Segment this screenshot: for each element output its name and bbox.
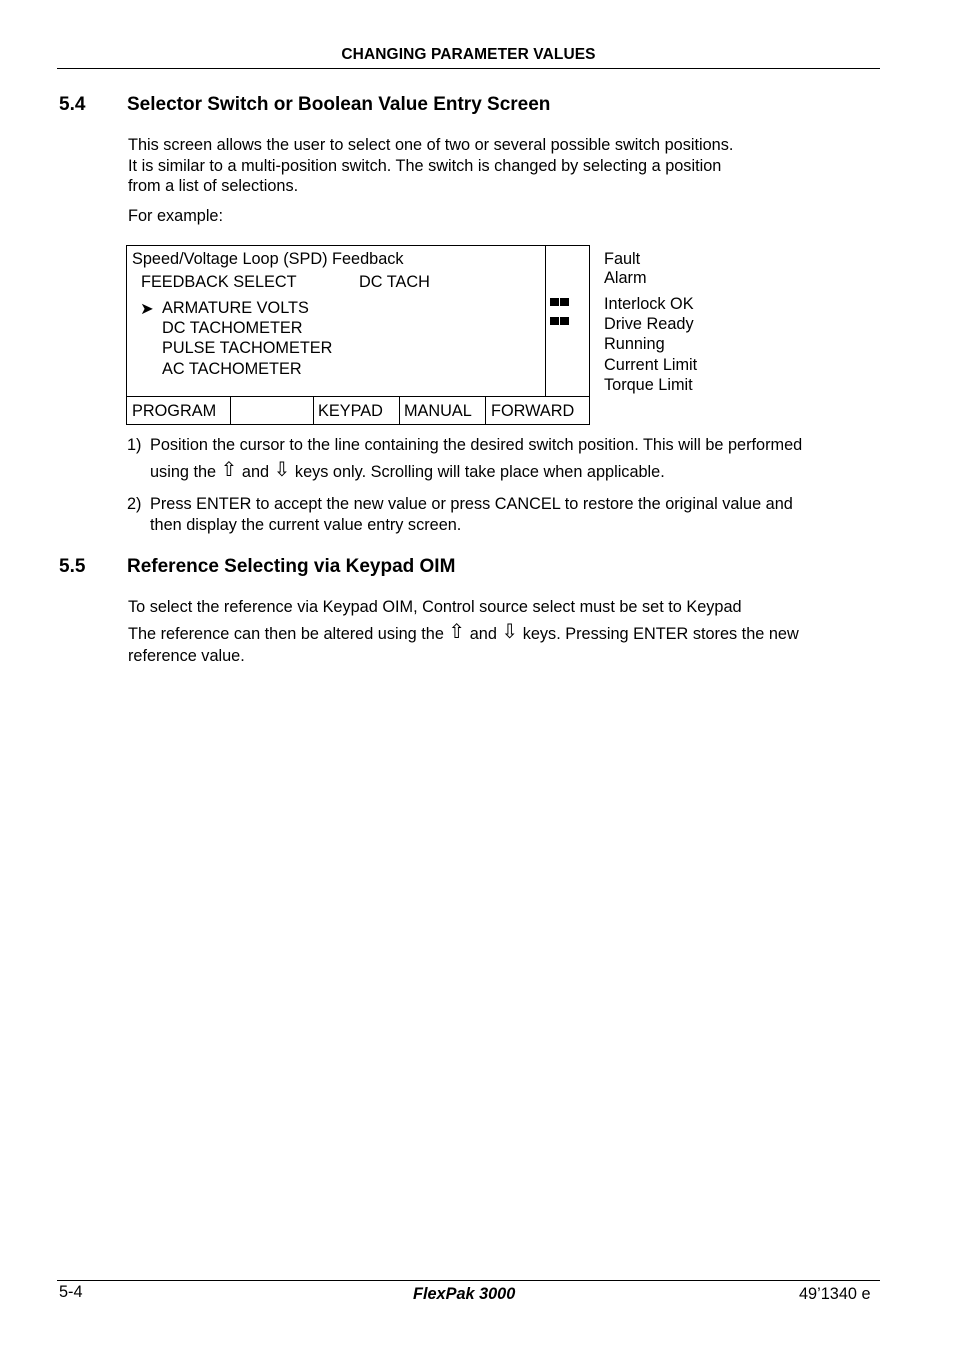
softkey-divider [230,396,231,424]
step-number: 2) [127,495,142,513]
option-armature-volts: ARMATURE VOLTS [162,299,309,317]
step-1 [127,435,887,485]
softkey-divider [313,396,314,424]
step-2-line-1: Press ENTER to accept the new value or press CANCEL to restore the original value and [150,495,793,513]
softkey-forward: FORWARD [491,402,575,420]
step-text [150,494,870,535]
option-ac-tachometer: AC TACHOMETER [162,360,302,378]
section-5-5-line-2 [128,621,799,645]
section-5-5-number: 5.5 [59,556,86,577]
intro-line: This screen allows the user to select one of two or several possible switch positions. [128,136,734,154]
step-1-text-and: and [241,462,270,481]
example-label: For example: [128,207,224,225]
led-indicator-icon [550,317,559,325]
led-column-divider [545,246,546,396]
led-indicator-icon [560,317,569,325]
softkey-divider [485,396,486,424]
intro-line: It is similar to a multi-position switch. The switch is changed by selecting a position [128,156,722,175]
step-1-line-2 [150,458,870,483]
status-running: Running [604,335,665,353]
section-5-5-line-3: reference value. [128,647,245,665]
section-5-4-number: 5.4 [59,94,86,115]
display-title: Speed/Voltage Loop (SPD) Feedback [132,250,404,268]
option-pulse-tachometer: PULSE TACHOMETER [162,339,333,357]
status-interlock-ok: Interlock OK [604,295,694,313]
cursor-arrow-icon: ➤ [140,300,154,318]
display-parameter-name: FEEDBACK SELECT [141,273,297,291]
softkey-manual: MANUAL [404,402,472,420]
softkey-divider [399,396,400,424]
led-indicator-icon [560,298,569,306]
led-indicator-icon [550,298,559,306]
product-name: FlexPak 3000 [413,1285,516,1303]
intro-line: from a list of selections. [128,177,299,195]
step-2-line-2: then display the current value entry screen. [150,515,462,534]
section-5-5-text-and: and [469,625,497,643]
footer-rule [57,1280,880,1281]
document-number: 49’1340 e [799,1285,871,1303]
up-arrow-icon: ⇧ [448,621,466,643]
down-arrow-icon: ⇩ [273,458,291,481]
status-current-limit: Current Limit [604,356,698,374]
status-fault: Fault [604,250,641,268]
softkey-row-divider [127,396,589,397]
status-alarm: Alarm [604,269,647,287]
softkey-program: PROGRAM [132,402,217,420]
step-2 [127,494,887,538]
step-number: 1) [127,436,142,454]
section-5-4-intro [128,135,733,197]
display-parameter-value: DC TACH [359,273,430,291]
section-5-5-title: Reference Selecting via Keypad OIM [127,556,456,577]
option-dc-tachometer: DC TACHOMETER [162,319,303,337]
section-5-5-line-1: To select the reference via Keypad OIM, Control source select must be set to Keypad [128,598,742,616]
status-drive-ready: Drive Ready [604,315,694,333]
step-text [150,435,870,482]
step-1-text-using: using the [150,462,217,481]
status-torque-limit: Torque Limit [604,376,693,394]
section-5-5-text-pre: The reference can then be altered using the [128,625,444,643]
section-5-4-title: Selector Switch or Boolean Value Entry Screen [127,94,551,115]
running-header: CHANGING PARAMETER VALUES [341,46,596,63]
step-1-text-keys: keys only. Scrolling will take place when applicable. [294,462,665,481]
page-number: 5-4 [59,1283,83,1301]
section-5-5-text-post: keys. Pressing ENTER stores the new [522,625,799,643]
softkey-keypad: KEYPAD [318,402,383,420]
down-arrow-icon: ⇩ [501,621,519,643]
keypad-display-example [126,245,590,425]
header-rule [57,68,880,69]
up-arrow-icon: ⇧ [220,458,238,481]
step-1-line-1: Position the cursor to the line containing the desired switch position. This will be performed [150,436,803,454]
